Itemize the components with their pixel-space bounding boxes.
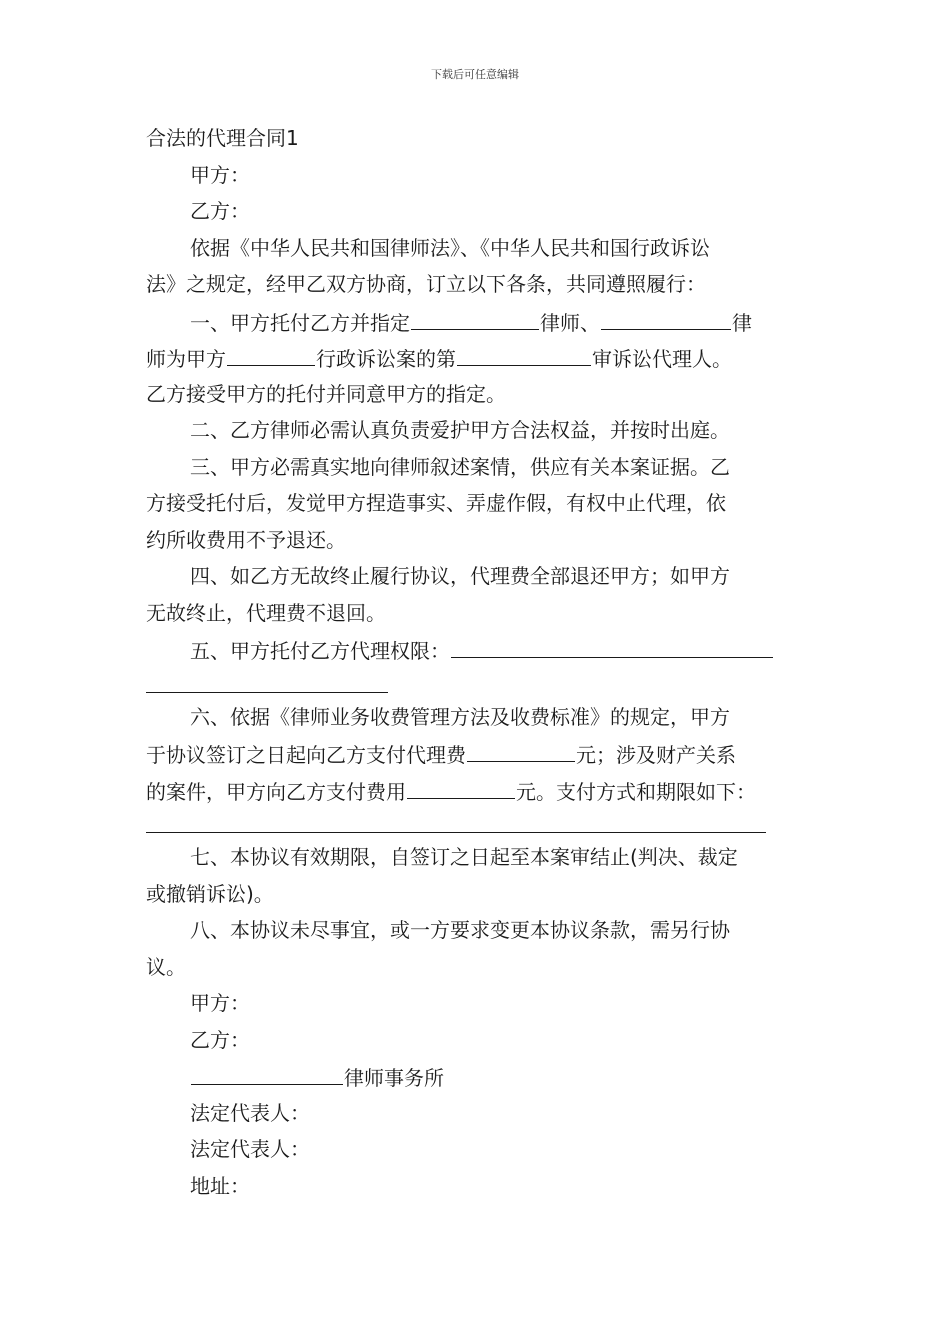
trial-level-blank [457, 339, 591, 366]
clause-7-line: 七、本协议有效期限，自签订之日起至本案审结止(判决、裁定 [190, 845, 738, 869]
case-name-blank [227, 339, 315, 366]
page-header-note: 下载后可任意编辑 [431, 68, 519, 81]
preamble-line: 法》之规定，经甲乙双方协商，订立以下各条，共同遵照履行： [146, 272, 706, 296]
contract-body [146, 120, 814, 1204]
lawyer-name-blank [601, 303, 731, 330]
clause-text: 师为甲方 [146, 347, 226, 371]
party-a-label: 甲方： [190, 162, 250, 187]
clause-3-line: 三、甲方必需真实地向律师叙述案情，供应有关本案证据。乙 [190, 454, 730, 479]
payment-terms-blank [146, 808, 766, 833]
clause-text: 律 [732, 310, 752, 335]
authority-blank [451, 631, 773, 658]
clause-4-line: 四、如乙方无故终止履行协议，代理费全部退还甲方；如甲方 [190, 564, 730, 588]
law-firm-name-blank [191, 1058, 343, 1085]
clause-text: 元。支付方式和期限如下： [516, 779, 756, 804]
clause-text: 于协议签订之日起向乙方支付代理费 [146, 743, 466, 767]
clause-8-line: 议。 [146, 954, 186, 979]
party-b-label: 乙方： [190, 199, 250, 223]
clause-text: 律师、 [540, 310, 600, 335]
clause-1-line: 乙方接受甲方的托付并同意甲方的指定。 [146, 381, 506, 406]
clause-3-line: 约所收费用不予退还。 [146, 527, 346, 552]
signature-party-b: 乙方： [190, 1027, 250, 1052]
clause-6-line: 六、依据《律师业务收费管理方法及收费标准》的规定，甲方 [190, 704, 730, 729]
clause-4-line: 无故终止，代理费不退回。 [146, 600, 386, 625]
clause-text: 一、甲方托付乙方并指定 [190, 310, 410, 335]
clause-6-line [146, 772, 814, 809]
clause-8-line: 八、本协议未尽事宜，或一方要求变更本协议条款，需另行协 [190, 918, 730, 942]
preamble-line: 依据《中华人民共和国律师法》、《中华人民共和国行政诉讼 [190, 235, 710, 260]
agency-fee-blank [467, 735, 575, 762]
signature-party-a: 甲方： [190, 991, 250, 1015]
address-label: 地址： [190, 1173, 250, 1198]
clause-7-line: 或撤销诉讼)。 [146, 881, 274, 906]
legal-representative-1: 法定代表人： [190, 1100, 310, 1125]
fee-amount-blank [407, 772, 515, 799]
clause-2: 二、乙方律师必需认真负责爱护甲方合法权益，并按时出庭。 [190, 418, 730, 442]
clause-1-line [146, 339, 814, 376]
authority-blank-continued [146, 668, 388, 693]
law-firm-suffix: 律师事务所 [344, 1066, 444, 1090]
clause-6-line [146, 735, 814, 772]
contract-title: 合法的代理合同1 [146, 126, 299, 150]
clause-text: 元；涉及财产关系 [576, 743, 736, 767]
legal-representative-2: 法定代表人： [190, 1137, 310, 1161]
clause-text: 五、甲方托付乙方代理权限： [190, 639, 450, 663]
clause-5-line [146, 631, 814, 668]
clause-3-line: 方接受托付后，发觉甲方捏造事实、弄虚作假，有权中止代理，依 [146, 491, 726, 515]
clause-text: 行政诉讼案的第 [316, 347, 456, 371]
lawyer-name-blank [411, 303, 539, 330]
clause-1-line [146, 303, 814, 340]
clause-text: 审诉讼代理人。 [592, 347, 732, 371]
clause-text: 的案件，甲方向乙方支付费用 [146, 779, 406, 804]
law-firm-line [146, 1058, 814, 1095]
